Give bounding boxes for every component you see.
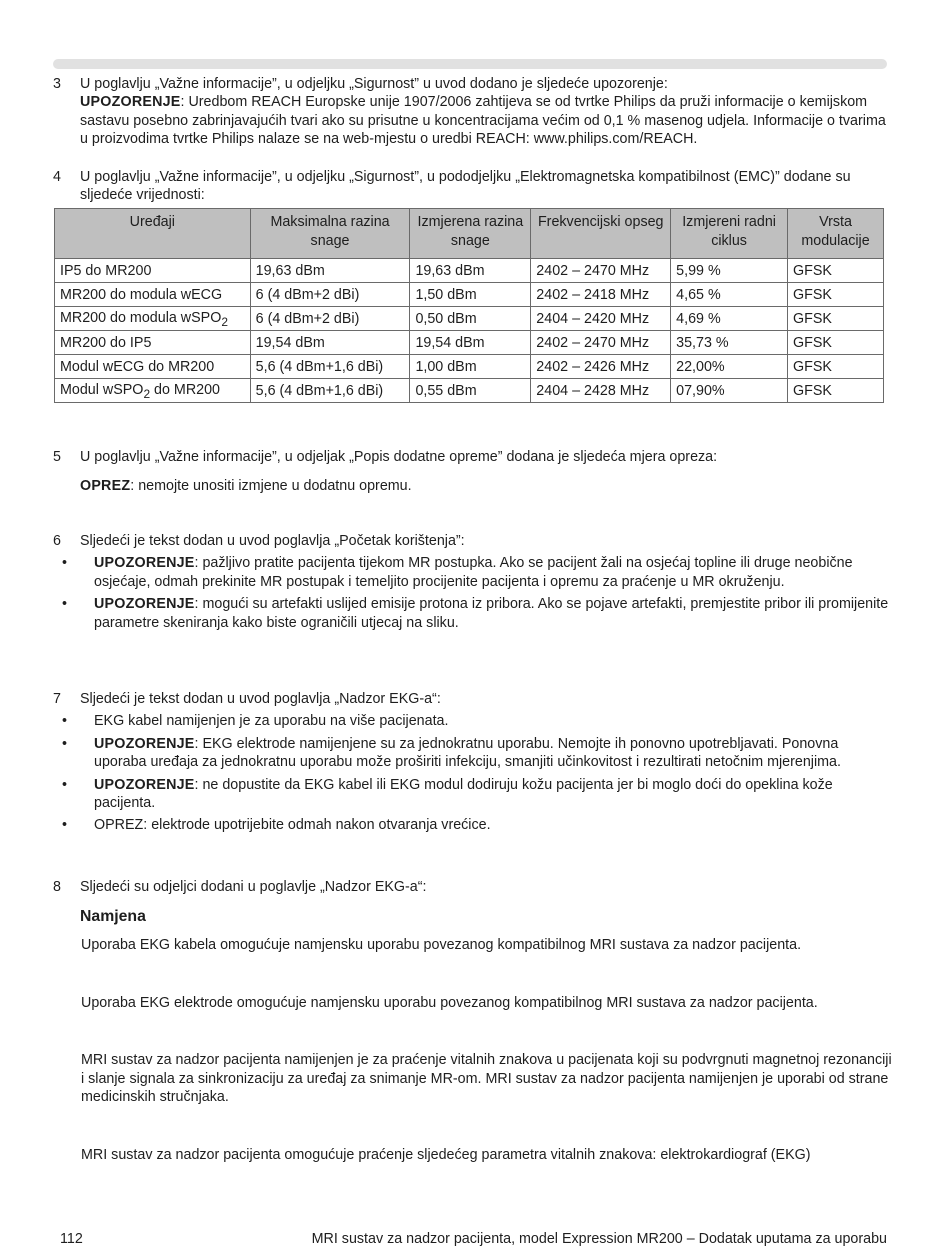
table-cell: 5,99 % [671,259,788,283]
table-header-cell: Uređaji [55,209,251,259]
table-header-cell: Maksimalna razina snage [250,209,410,259]
item-5 [53,448,889,496]
bullet-text: EKG kabel namijenjen je za uporabu na više pacijenata. [94,713,449,730]
table-cell: GFSK [788,331,884,355]
table-cell [55,307,251,331]
warning-label: UPOZORENJE [80,94,181,111]
table-header-row [55,209,884,259]
device-name-suffix: do MR200 [150,381,220,398]
bullet-text: : EKG elektrode namijenjene su za jednokratnu uporabu. Nemojte ih ponovno upotrebljavati. Ponovna uporaba uređaja za jednokratnu uporabu može proširiti infekciju, smanjiti učinkovitost i rezultirati netočnim mjerenjima. [94,735,841,771]
caution-text: : nemojte unositi izmjene u dodatnu opremu. [130,478,412,495]
table-cell: 2402 – 2426 MHz [531,355,671,379]
table-row [55,283,884,307]
table-cell: 2402 – 2418 MHz [531,283,671,307]
table-cell: 5,6 (4 dBm+1,6 dBi) [250,379,410,403]
item-intro: U poglavlju „Važne informacije”, u odjeljku „Sigurnost” u uvod dodano je sljedeće upozorenje: [80,76,668,92]
table-cell: GFSK [788,283,884,307]
footer-title: MRI sustav za nadzor pacijenta, model Expression MR200 – Dodatak uputama za uporabu [311,1231,887,1247]
caution-paragraph [80,477,889,495]
table-cell: 0,50 dBm [410,307,531,331]
warning-label: UPOZORENJE [94,735,195,752]
table-row [55,331,884,355]
table-cell: 1,50 dBm [410,283,531,307]
warning-paragraph [80,93,889,148]
bullet-text: : mogući su artefakti uslijed emisije protona iz pribora. Ako se pojave artefakti, premjestite pribor ili promijenite parametre skeniranja kako biste ograničili utjecaj na sliku. [94,596,889,631]
list-item [53,735,889,772]
item-intro: Sljedeći su odjeljci dodani u poglavlje „Nadzor EKG-a“: [80,879,427,895]
table-header-cell: Frekvencijski opseg [531,209,671,259]
table-cell: 0,55 dBm [410,379,531,403]
subscript: 2 [143,386,151,401]
table-cell: 19,54 dBm [410,331,531,355]
table-cell: 35,73 % [671,331,788,355]
item-6 [53,532,889,632]
item-number: 7 [53,691,61,707]
table-cell: 2402 – 2470 MHz [531,259,671,283]
table-cell: MR200 do modula wECG [55,283,251,307]
item-7 [53,690,889,835]
bullet-text: : ne dopustite da EKG kabel ili EKG modul dodiruju kožu pacijenta jer bi moglo doći do opeklina kože pacijenta. [94,776,833,812]
table-cell: 19,63 dBm [410,259,531,283]
table-cell: IP5 do MR200 [55,259,251,283]
table-cell: 5,6 (4 dBm+1,6 dBi) [250,355,410,379]
warning-label: UPOZORENJE [94,555,195,572]
table-cell: GFSK [788,259,884,283]
item-number: 5 [53,449,61,465]
item-number: 4 [53,169,61,185]
list-item [53,816,889,834]
item-intro: U poglavlju „Važne informacije”, u odjeljak „Popis dodatne opreme” dodana je sljedeća mjera opreza: [80,449,718,465]
table-row [55,379,884,403]
table-cell: GFSK [788,307,884,331]
list-item [53,776,889,813]
item-4 [53,168,889,205]
table-cell: 4,65 % [671,283,788,307]
table-row [55,307,884,331]
caution-label: OPREZ [80,478,131,495]
device-name: MR200 do modula wSPO [60,309,222,326]
item-intro: Sljedeći je tekst dodan u uvod poglavlja „Nadzor EKG-a“: [80,691,441,707]
item-number: 8 [53,879,61,895]
subscript: 2 [221,314,228,329]
table-cell: 22,00% [671,355,788,379]
list-item [53,595,889,632]
warning-label: UPOZORENJE [94,596,195,613]
table-cell: GFSK [788,355,884,379]
emc-table [54,208,884,403]
warning-text: : Uredbom REACH Europske unije 1907/2006 zahtijeva se od tvrtke Philips da pruži informacije o kemijskom sastavu posebno zabrinjavajućih tvari ako su prisutne u koncentracijama većim od 0,1 % masenog udjela. Informacije o tvarima u proizvodima tvrtke Philips nalaze se na web-mjestu o uredbi REACH: www.philips.com/REACH. [80,94,886,148]
table-row [55,259,884,283]
table-cell: 19,54 dBm [250,331,410,355]
paragraph: Uporaba EKG elektrode omogućuje namjensku uporabu povezanog kompatibilnog MRI sustava za nadzor pacijenta. [81,995,818,1011]
table-cell: 2404 – 2420 MHz [531,307,671,331]
table-cell: GFSK [788,379,884,403]
table-cell [55,379,251,403]
device-name: Modul wSPO [60,381,144,398]
page-number: 112 [60,1231,83,1247]
item-number: 3 [53,76,61,92]
table-row [55,355,884,379]
table-cell: 4,69 % [671,307,788,331]
item-intro: U poglavlju „Važne informacije”, u odjeljku „Sigurnost”, u pododjeljku „Elektromagnetska kompatibilnost (EMC)” dodane su sljedeće vrijednosti: [80,169,851,204]
table-cell: 19,63 dBm [250,259,410,283]
list-item [53,712,889,730]
section-heading: Namjena [80,908,146,926]
page-top-bar [53,59,887,69]
bullet-text: OPREZ: elektrode upotrijebite odmah nakon otvaranja vrećice. [94,817,491,834]
bullet-text: : pažljivo pratite pacijenta tijekom MR postupka. Ako se pacijent žali na osjećaj topline ili druge neobične osjećaje, odmah prekinite MR postupak i temeljito procijenite pacijenta i opremu za praćenje u MR okruženju. [94,555,853,590]
table-cell: 2402 – 2470 MHz [531,331,671,355]
item-number: 6 [53,533,61,549]
table-header-cell: Vrsta modulacije [788,209,884,259]
table-cell: Modul wECG do MR200 [55,355,251,379]
paragraph: MRI sustav za nadzor pacijenta namijenjen je za praćenje vitalnih znakova u pacijenata koji su podvrgnuti magnetnoj rezonanciji i slanje signala za sinkronizaciju za uređaj za snimanje MR-om. MRI sustav za nadzor pacijenta namijenjen je uporabi od strane medicinskih stručnjaka. [81,1052,892,1106]
paragraph: MRI sustav za nadzor pacijenta omogućuje praćenje sljedećeg parametra vitalnih znakova: elektrokardiograf (EKG) [81,1147,811,1163]
list-item [53,554,889,591]
table-cell: MR200 do IP5 [55,331,251,355]
table-cell: 1,00 dBm [410,355,531,379]
item-intro: Sljedeći je tekst dodan u uvod poglavlja „Početak korištenja”: [80,533,465,549]
table-header-cell: Izmjereni radni ciklus [671,209,788,259]
table-cell: 07,90% [671,379,788,403]
item-8 [53,878,889,927]
paragraph: Uporaba EKG kabela omogućuje namjensku uporabu povezanog kompatibilnog MRI sustava za nadzor pacijenta. [81,937,802,953]
item-3 [53,75,889,149]
table-cell: 6 (4 dBm+2 dBi) [250,307,410,331]
table-header-cell: Izmjerena razina snage [410,209,531,259]
table-cell: 2404 – 2428 MHz [531,379,671,403]
table-cell: 6 (4 dBm+2 dBi) [250,283,410,307]
warning-label: UPOZORENJE [94,776,195,793]
